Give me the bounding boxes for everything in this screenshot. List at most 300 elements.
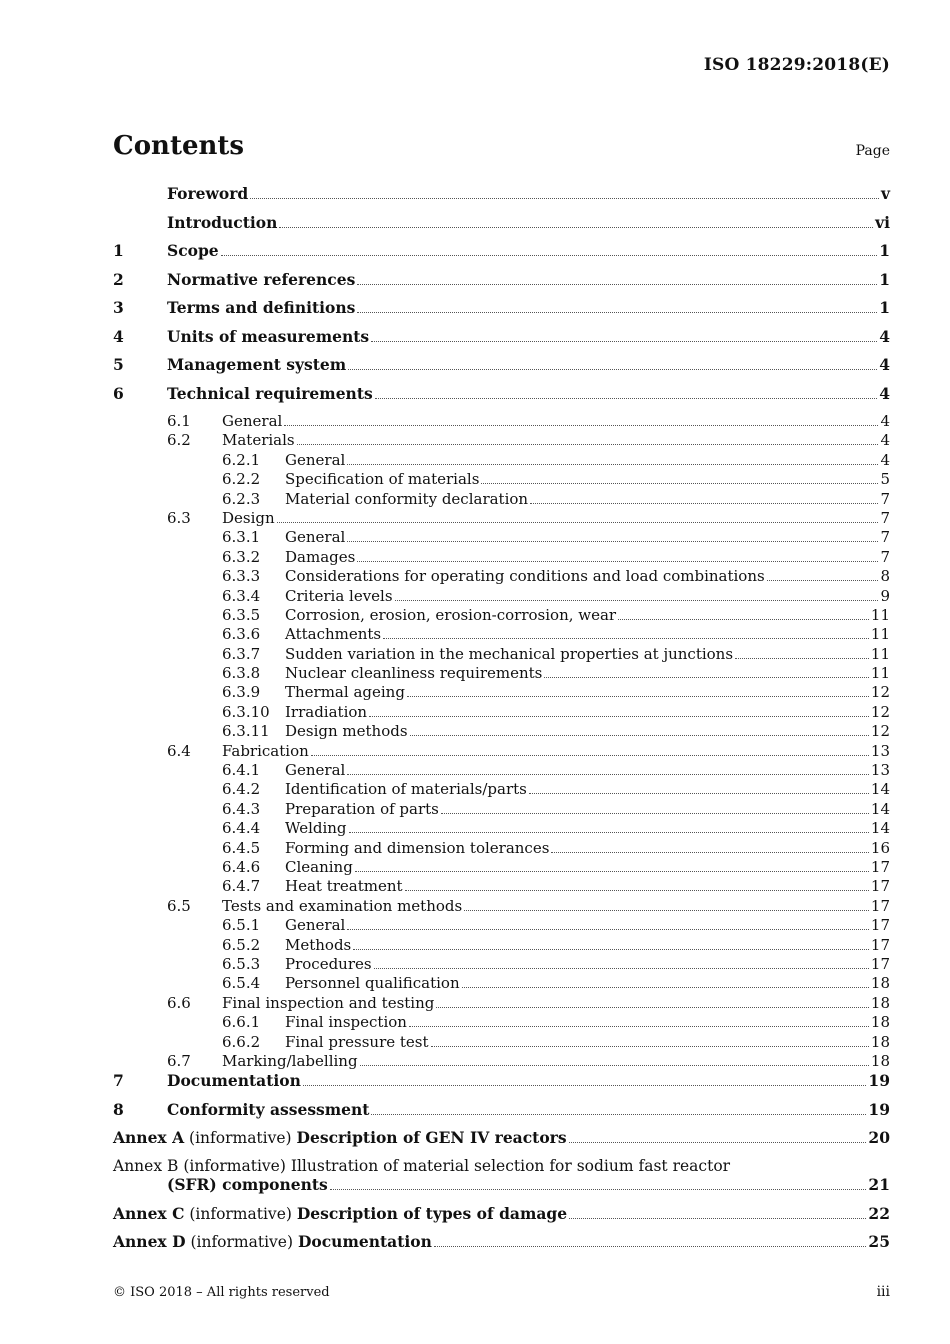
toc-entry-number: 6.2.2 — [222, 470, 261, 489]
annex-title-continued: (SFR) components — [167, 1174, 328, 1194]
toc-entry-number: 6.4.4 — [222, 819, 261, 838]
toc-entry[interactable] — [113, 184, 890, 213]
toc-entry-page: v — [880, 184, 890, 203]
toc-entry[interactable] — [113, 1013, 890, 1032]
toc-entry-number: 8 — [113, 1099, 124, 1119]
toc-entry-text: Corrosion, erosion, erosion-corrosion, wear — [285, 605, 617, 624]
dot-leader — [462, 987, 869, 988]
toc-entry-page: 13 — [870, 741, 890, 760]
toc-entry-text: General — [285, 528, 346, 547]
toc-entry-number: 5 — [113, 355, 124, 374]
toc-entry[interactable] — [113, 587, 890, 606]
toc-entry-text: Management system — [167, 355, 347, 374]
toc-entry-title — [167, 431, 295, 449]
toc-entry-page: 17 — [870, 896, 890, 915]
toc-entry-title — [167, 994, 434, 1012]
toc-annex-line — [113, 1232, 890, 1251]
toc-entry-number: 6.5 — [167, 896, 191, 915]
toc-entry[interactable] — [113, 490, 890, 509]
dot-leader — [355, 871, 869, 872]
toc-entry-text: Damages — [285, 547, 356, 566]
toc-entry-text: Foreword — [167, 184, 249, 203]
toc-entry[interactable] — [113, 270, 890, 299]
toc-entry-page: 12 — [870, 722, 890, 741]
toc-entry-text: Final pressure test — [285, 1032, 429, 1051]
toc-entry[interactable] — [113, 858, 890, 877]
dot-leader — [410, 735, 869, 736]
toc-entry-number: 1 — [113, 241, 124, 260]
toc-entry-title — [222, 606, 616, 624]
dot-leader — [431, 1046, 869, 1047]
toc-entry-number: 6.3.4 — [222, 586, 261, 605]
dot-leader — [767, 580, 879, 581]
toc-entry-number: 6.4.5 — [222, 838, 261, 857]
dot-leader — [330, 1189, 867, 1190]
toc-entry-text: Thermal ageing — [285, 683, 405, 702]
toc-entry-page: 7 — [880, 528, 890, 547]
toc-entry[interactable] — [113, 955, 890, 974]
toc-entry-title — [222, 858, 353, 876]
toc-entry-page: 5 — [880, 470, 890, 489]
dot-leader — [481, 483, 878, 484]
annex-type: (informative) — [183, 1156, 286, 1175]
dot-leader — [374, 968, 869, 969]
toc-entry-title — [222, 819, 347, 837]
toc-entry-title — [222, 528, 345, 546]
toc-entry[interactable] — [113, 877, 890, 896]
toc-entry-number: 6.4.6 — [222, 857, 261, 876]
toc-entry[interactable] — [113, 1052, 890, 1071]
toc-entry-page: 17 — [870, 857, 890, 876]
toc-entry-title — [222, 703, 367, 721]
copyright-footer: © ISO 2018 – All rights reserved — [113, 1285, 330, 1300]
toc-entry-text: Conformity assessment — [167, 1099, 370, 1119]
toc-entry[interactable] — [113, 645, 890, 664]
dot-leader — [277, 522, 879, 523]
toc-entry-title — [113, 270, 355, 289]
toc-entry-number: 6.5.3 — [222, 954, 261, 973]
toc-annex-title — [113, 1157, 730, 1175]
toc-entry-number: 6.3.2 — [222, 547, 261, 566]
toc-entry-title — [113, 327, 369, 346]
dot-leader — [221, 255, 878, 256]
toc-entry-title — [113, 1071, 301, 1090]
toc-entry-title — [222, 839, 549, 857]
toc-entry[interactable] — [113, 241, 890, 270]
dot-leader — [311, 755, 869, 756]
toc-annex-title — [113, 1204, 567, 1223]
toc-entry[interactable] — [113, 298, 890, 327]
toc-entry-title — [222, 1033, 429, 1051]
toc-entry-page: 13 — [870, 761, 890, 780]
dot-leader — [551, 852, 868, 853]
toc-entry-text: Introduction — [167, 212, 278, 232]
toc-entry-title — [113, 241, 219, 260]
toc-entry-text: Welding — [285, 819, 347, 838]
toc-entry-page: 11 — [870, 664, 890, 683]
toc-entry-page: 11 — [870, 605, 890, 624]
toc-entry-number: 6.4.7 — [222, 877, 261, 896]
dot-leader — [434, 1246, 867, 1247]
toc-entry[interactable] — [113, 916, 890, 935]
toc-entry-title — [167, 509, 275, 527]
toc-entry-text: General — [285, 916, 346, 935]
toc-entry-title — [113, 384, 373, 403]
toc-entry-title — [222, 664, 542, 682]
toc-entry-number: 6.3.9 — [222, 683, 261, 702]
toc-entry-text: Material conformity declaration — [285, 489, 529, 508]
toc-entry-title — [222, 955, 372, 973]
toc-entry-title — [222, 974, 460, 992]
toc-entry-page: 20 — [868, 1128, 890, 1148]
annex-type: (informative) — [189, 1204, 292, 1223]
toc-entry-text: Final inspection — [285, 1013, 407, 1032]
dot-leader — [297, 444, 879, 445]
toc-entry-number: 6.6.1 — [222, 1013, 261, 1032]
toc-entry-text: General — [285, 450, 346, 469]
toc-entry-text: Design methods — [285, 722, 408, 741]
dot-leader — [279, 227, 873, 228]
contents-title: Contents — [113, 131, 245, 161]
toc-entry-number: 6.2.3 — [222, 489, 261, 508]
toc-annex-entry[interactable] — [113, 1157, 890, 1204]
toc-entry-text: General — [222, 412, 283, 430]
toc-entry[interactable] — [113, 994, 890, 1013]
annex-type: (informative) — [190, 1233, 294, 1252]
toc-entry-text: Procedures — [285, 954, 372, 973]
annex-title: Illustration of material selection for sodium fast reactor — [290, 1156, 731, 1175]
toc-entry-number: 6.3.7 — [222, 644, 261, 663]
toc-entry-page: 17 — [870, 877, 890, 896]
toc-entry-page: 7 — [880, 489, 890, 508]
toc-entry-number: 6.4.1 — [222, 761, 261, 780]
toc-entry-title — [222, 722, 408, 740]
toc-entry[interactable] — [113, 451, 890, 470]
toc-entry-text: Units of measurements — [167, 326, 370, 346]
toc-entry-page: 4 — [880, 412, 890, 430]
toc-entry[interactable] — [113, 703, 890, 722]
toc-entry-text: Marking/labelling — [222, 1051, 358, 1070]
toc-entry[interactable] — [113, 1071, 890, 1100]
toc-entry-text: Normative references — [167, 269, 356, 289]
dot-leader — [383, 638, 869, 639]
toc-entry-title — [222, 780, 527, 798]
toc-entry-number: 6.5.1 — [222, 916, 261, 935]
toc-entry-number: 6.3.1 — [222, 528, 261, 547]
toc-entry[interactable] — [113, 625, 890, 644]
toc-entry-page: 11 — [870, 644, 890, 663]
toc-entry-title — [222, 470, 479, 488]
toc-entry-page: 22 — [868, 1203, 890, 1223]
toc-entry-number: 6.3.10 — [222, 702, 270, 721]
toc-entry[interactable] — [113, 528, 890, 547]
toc-entry-text: Technical requirements — [167, 383, 373, 403]
annex-title: Description of GEN IV reactors — [296, 1128, 567, 1148]
toc-entry-number: 6.3.5 — [222, 605, 261, 624]
toc-annex-line — [113, 1157, 890, 1175]
dot-leader — [347, 774, 869, 775]
toc-entry-text: Preparation of parts — [285, 799, 439, 818]
toc-annex-title — [113, 1128, 567, 1147]
dot-leader — [735, 658, 869, 659]
dot-leader — [347, 464, 878, 465]
toc-entry[interactable] — [113, 683, 890, 702]
toc-entry-page: 14 — [870, 799, 890, 818]
dot-leader — [357, 561, 878, 562]
toc-entry-text: Fabrication — [222, 741, 309, 760]
toc-entry-title — [167, 897, 462, 915]
toc-entry-number: 6.6.2 — [222, 1032, 261, 1051]
toc-entry-text: Irradiation — [285, 702, 368, 721]
toc-entry-number: 6.3.3 — [222, 567, 261, 586]
toc-annex-line — [113, 1204, 890, 1223]
toc-entry-title — [222, 587, 393, 605]
toc-entry-page: 4 — [880, 431, 890, 450]
annex-label: Annex D — [113, 1232, 186, 1252]
toc-entry[interactable] — [113, 213, 890, 242]
toc-entry-number: 6.7 — [167, 1051, 191, 1070]
toc-entry-text: Methods — [285, 935, 352, 954]
dot-leader — [369, 716, 869, 717]
toc-entry-title — [113, 1100, 369, 1119]
toc-entry-title — [222, 567, 765, 585]
toc-entry[interactable] — [113, 936, 890, 955]
toc-entry[interactable] — [113, 470, 890, 489]
table-of-contents — [113, 184, 890, 1261]
dot-leader — [349, 832, 869, 833]
dot-leader — [569, 1142, 867, 1143]
dot-leader — [371, 1114, 866, 1115]
toc-entry-text: Criteria levels — [285, 586, 393, 605]
toc-entry[interactable] — [113, 509, 890, 528]
toc-entry-page: 18 — [870, 1051, 890, 1070]
toc-entry-number: 6.5.2 — [222, 935, 261, 954]
toc-entry-page: 11 — [870, 625, 890, 644]
toc-entry-number: 6.3.11 — [222, 722, 270, 741]
dot-leader — [569, 1218, 866, 1219]
toc-entry-page: 16 — [870, 838, 890, 857]
toc-entry-title — [222, 490, 528, 508]
dot-leader — [348, 369, 877, 370]
toc-entry-number: 6.6 — [167, 993, 191, 1012]
dot-leader — [347, 929, 869, 930]
toc-entry-page: 4 — [879, 355, 890, 374]
dot-leader — [436, 1007, 869, 1008]
dot-leader — [375, 398, 877, 399]
toc-entry[interactable] — [113, 412, 890, 431]
toc-entry[interactable] — [113, 355, 890, 384]
toc-entry-page: 17 — [870, 935, 890, 954]
toc-entry-number: 6.3 — [167, 508, 191, 527]
toc-entry-title — [167, 1052, 358, 1070]
dot-leader — [303, 1085, 867, 1086]
toc-entry-text: Sudden variation in the mechanical properties at junctions — [285, 644, 734, 663]
toc-entry[interactable] — [113, 974, 890, 993]
toc-entry[interactable] — [113, 761, 890, 780]
page-number: iii — [876, 1284, 890, 1300]
toc-annex-entry[interactable] — [113, 1128, 890, 1157]
dot-leader — [250, 198, 879, 199]
toc-entry-text: Nuclear cleanliness requirements — [285, 664, 543, 683]
toc-entry-number: 6.4.3 — [222, 799, 261, 818]
toc-entry-number: 6.4.2 — [222, 780, 261, 799]
toc-entry-title — [222, 645, 733, 663]
dot-leader — [529, 793, 869, 794]
toc-entry[interactable] — [113, 431, 890, 450]
dot-leader — [357, 284, 877, 285]
annex-label: Annex B — [113, 1156, 179, 1175]
toc-entry-number: 2 — [113, 269, 124, 289]
toc-entry[interactable] — [113, 722, 890, 741]
toc-entry-title — [222, 1013, 407, 1031]
toc-entry-page: 18 — [870, 993, 890, 1012]
toc-entry-title — [113, 213, 277, 232]
page-column-label: Page — [855, 143, 890, 159]
toc-entry[interactable] — [113, 1033, 890, 1052]
toc-entry-page: 14 — [870, 819, 890, 838]
toc-annex-line — [113, 1175, 890, 1194]
annex-type: (informative) — [189, 1129, 292, 1148]
toc-entry-text: Final inspection and testing — [222, 993, 435, 1012]
toc-entry-text: Design — [222, 508, 275, 527]
toc-entry[interactable] — [113, 567, 890, 586]
toc-entry-number: 6 — [113, 383, 124, 403]
toc-entry-page: 4 — [879, 326, 890, 346]
dot-leader — [409, 1026, 869, 1027]
dot-leader — [441, 813, 869, 814]
toc-entry-number: 7 — [113, 1071, 124, 1091]
toc-entry-title — [113, 184, 248, 203]
toc-entry-page: 14 — [870, 780, 890, 799]
toc-entry-text: Documentation — [167, 1071, 301, 1091]
toc-entry-title — [113, 298, 355, 317]
toc-entry-page: 19 — [868, 1071, 890, 1091]
toc-entry-page: 8 — [880, 567, 890, 586]
toc-entry-title — [113, 355, 346, 374]
toc-entry-page: 21 — [868, 1174, 890, 1194]
toc-entry-number: 6.3.8 — [222, 664, 261, 683]
toc-entry-page: 17 — [870, 954, 890, 973]
dot-leader — [357, 312, 877, 313]
dot-leader — [464, 910, 869, 911]
toc-entry-number: 3 — [113, 298, 124, 317]
toc-entry-number: 4 — [113, 326, 124, 346]
toc-entry-page: 18 — [870, 974, 890, 993]
dot-leader — [353, 949, 869, 950]
toc-entry-page: 4 — [879, 383, 890, 403]
toc-entry-title — [167, 412, 282, 430]
annex-label: Annex A — [113, 1128, 185, 1148]
annex-label: Annex C — [113, 1203, 185, 1223]
toc-entry-page: 19 — [868, 1099, 890, 1119]
toc-entry-text: Attachments — [285, 625, 382, 644]
toc-entry-number: 6.5.4 — [222, 974, 261, 993]
toc-entry-page: 7 — [880, 547, 890, 566]
toc-entry[interactable] — [113, 548, 890, 567]
toc-entry-title — [222, 625, 381, 643]
toc-entry-page: 4 — [880, 450, 890, 469]
toc-entry-text: Cleaning — [285, 857, 353, 876]
toc-entry-text: Considerations for operating conditions and load combinations — [285, 567, 765, 586]
toc-entry-page: 17 — [870, 916, 890, 935]
dot-leader — [395, 600, 879, 601]
toc-entry-page: 12 — [870, 702, 890, 721]
toc-entry-page: 7 — [880, 508, 890, 527]
toc-entry[interactable] — [113, 780, 890, 799]
toc-entry-page: 12 — [870, 683, 890, 702]
toc-entry[interactable] — [113, 897, 890, 916]
toc-entry-number: 6.4 — [167, 741, 191, 760]
standard-number: ISO 18229:2018(E) — [703, 55, 890, 75]
dot-leader — [407, 696, 869, 697]
dot-leader — [347, 541, 878, 542]
dot-leader — [530, 503, 878, 504]
toc-entry[interactable] — [113, 819, 890, 838]
toc-entry-text: Heat treatment — [285, 877, 403, 896]
toc-entry-number: 6.2 — [167, 431, 191, 450]
dot-leader — [618, 619, 869, 620]
toc-annex-title — [113, 1232, 432, 1251]
toc-entry-text: Forming and dimension tolerances — [285, 838, 550, 857]
toc-entry[interactable] — [113, 1100, 890, 1129]
toc-entry-page: 25 — [868, 1232, 890, 1252]
dot-leader — [405, 890, 869, 891]
toc-entry-page: 1 — [879, 298, 890, 317]
toc-entry-title — [222, 916, 345, 934]
toc-entry-page: 18 — [870, 1032, 890, 1051]
toc-entry[interactable] — [113, 327, 890, 356]
toc-entry[interactable] — [113, 606, 890, 625]
dot-leader — [284, 425, 878, 426]
toc-entry-text: Tests and examination methods — [222, 896, 463, 915]
toc-entry-title — [222, 761, 345, 779]
toc-entry-text: Scope — [167, 241, 219, 260]
toc-entry[interactable] — [113, 839, 890, 858]
toc-entry[interactable] — [113, 742, 890, 761]
toc-entry-text: Specification of materials — [285, 470, 480, 489]
toc-annex-entry[interactable] — [113, 1204, 890, 1233]
toc-entry[interactable] — [113, 384, 890, 413]
toc-entry-text: Identification of materials/parts — [285, 780, 527, 799]
toc-entry-number: 6.3.6 — [222, 625, 261, 644]
toc-entry-page: 1 — [879, 269, 890, 289]
toc-entry-page: 18 — [870, 1013, 890, 1032]
toc-entry-text: Terms and definitions — [167, 298, 356, 317]
toc-entry-title — [222, 936, 351, 954]
toc-entry-title — [167, 742, 309, 760]
toc-entry-title — [222, 877, 403, 895]
toc-entry-text: Personnel qualification — [285, 974, 460, 993]
toc-entry-title — [222, 683, 405, 701]
toc-entry-title — [222, 451, 345, 469]
toc-entry-title — [222, 548, 355, 566]
toc-annex-line — [113, 1128, 890, 1147]
toc-entry-number: 6.1 — [167, 412, 191, 430]
dot-leader — [544, 677, 869, 678]
toc-entry[interactable] — [113, 664, 890, 683]
toc-entry-page: 9 — [880, 586, 890, 605]
toc-entry-text: General — [285, 761, 346, 780]
toc-entry-page: 1 — [879, 241, 890, 260]
dot-leader — [371, 341, 877, 342]
dot-leader — [360, 1065, 869, 1066]
toc-entry-page: vi — [875, 212, 890, 232]
toc-entry-title — [222, 800, 439, 818]
annex-title: Documentation — [297, 1232, 432, 1252]
annex-title: Description of types of damage — [296, 1203, 568, 1223]
toc-entry[interactable] — [113, 800, 890, 819]
toc-annex-entry[interactable] — [113, 1232, 890, 1261]
